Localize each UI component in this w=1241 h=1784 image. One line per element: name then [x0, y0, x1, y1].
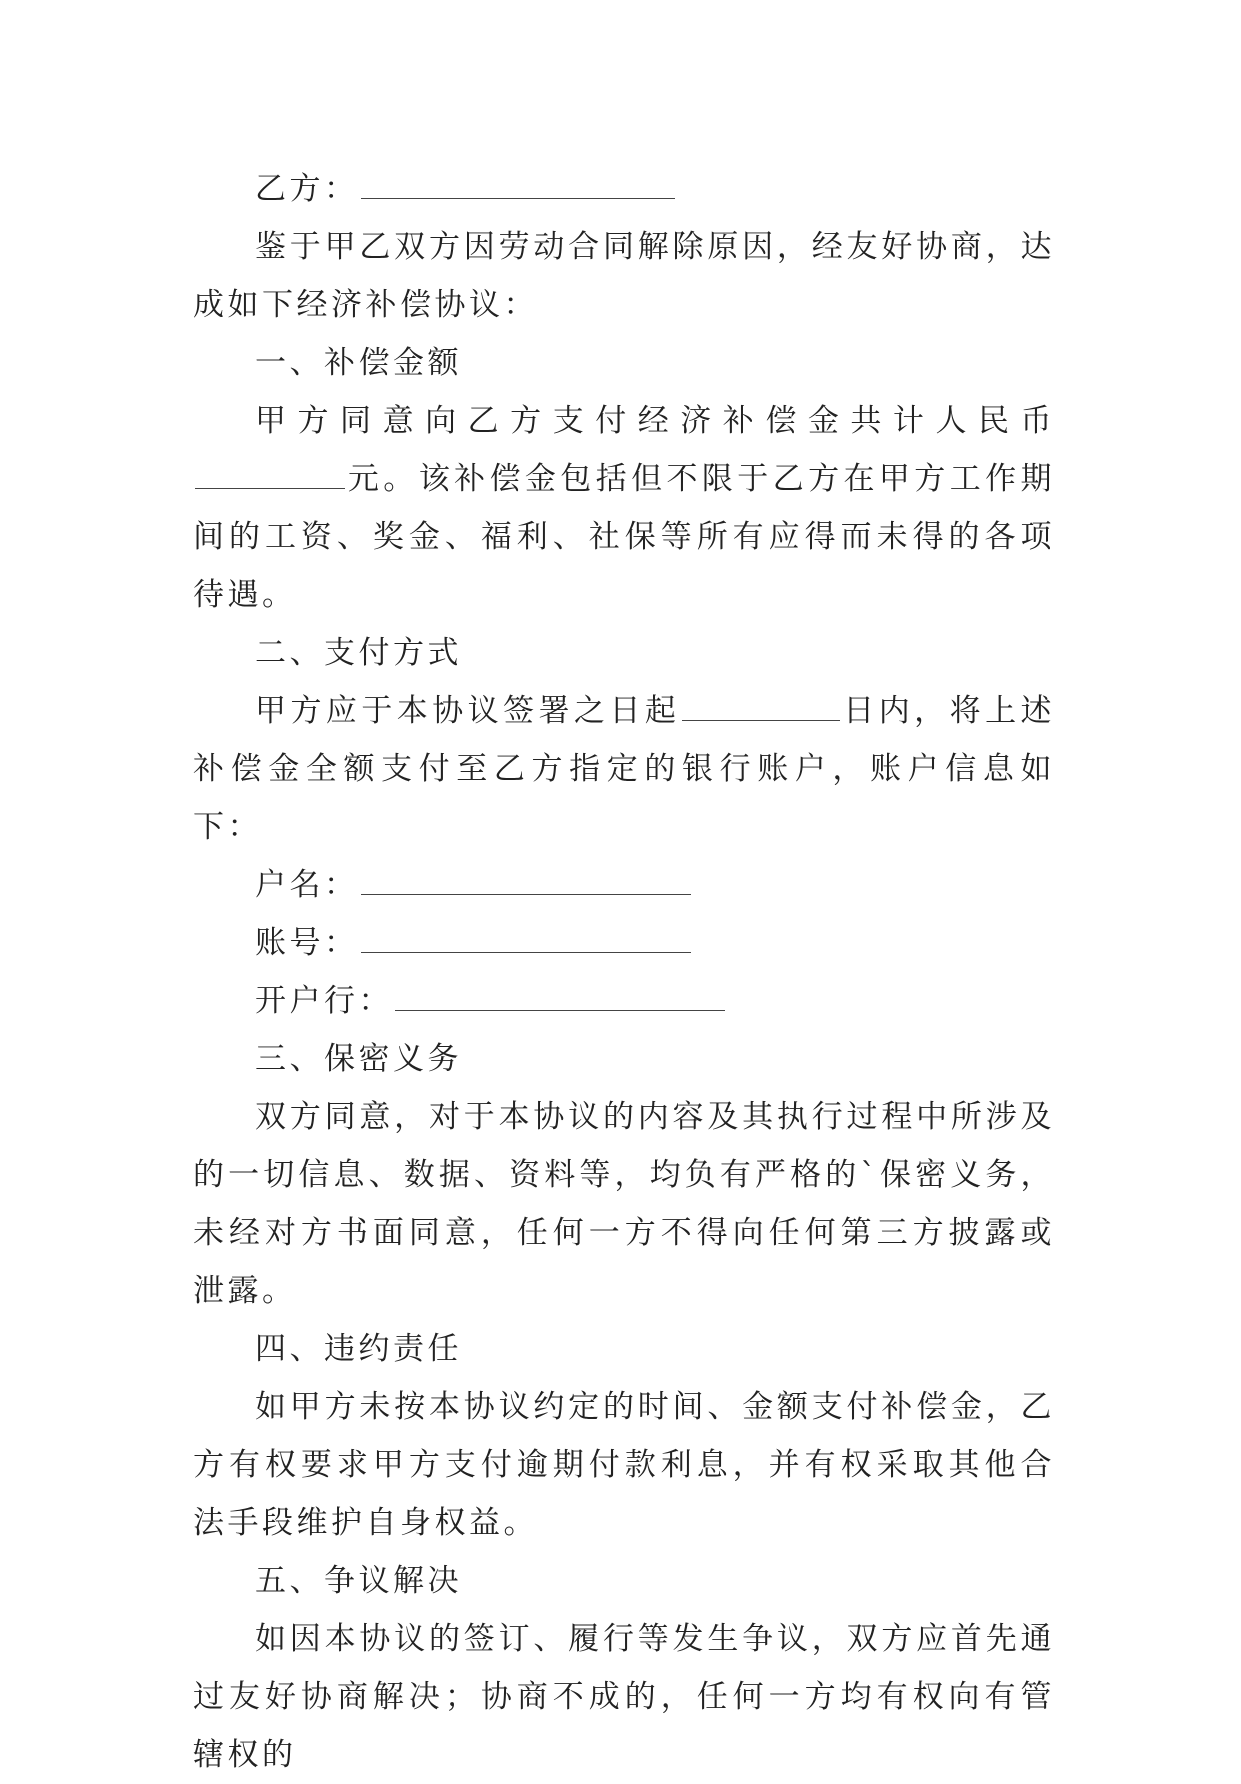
payment-text-after: 日内，将上述补偿金全额支付至乙方指定的银行账户，账户信息如下：	[193, 693, 1056, 845]
section-heading-payment: 二、支付方式	[255, 635, 462, 671]
intro-paragraph: 鉴于甲乙双方因劳动合同解除原因，经友好协商，达成如下经济补偿协议：	[193, 229, 1055, 323]
bank-line	[193, 972, 1055, 1030]
compensation-text-before: 甲方同意向乙方支付经济补偿金共计人民币	[255, 403, 1055, 439]
party-b-line	[193, 160, 1055, 218]
payment-text-before: 甲方应于本协议签署之日起	[255, 693, 681, 729]
days-blank[interactable]	[682, 686, 840, 721]
section-heading-compensation: 一、补偿金额	[255, 345, 462, 381]
amount-blank[interactable]	[195, 454, 345, 489]
account-name-label: 户名：	[255, 867, 359, 903]
account-number-blank[interactable]	[361, 918, 691, 953]
compensation-text-after: 元。该补偿金包括但不限于乙方在甲方工作期间的工资、奖金、福利、社保等所有应得而未得的各项待遇。	[193, 461, 1055, 613]
account-number-line	[193, 914, 1055, 972]
section-heading-confidentiality: 三、保密义务	[255, 1041, 462, 1077]
account-name-line	[193, 856, 1055, 914]
bank-label: 开户行：	[255, 983, 393, 1019]
account-name-blank[interactable]	[361, 860, 691, 895]
party-b-label: 乙方：	[255, 171, 359, 207]
party-b-blank[interactable]	[361, 164, 675, 199]
dispute-paragraph: 如因本协议的签订、履行等发生争议，双方应首先通过友好协商解决；协商不成的，任何一方均有权向有管辖权的	[193, 1621, 1055, 1773]
section-heading-liability: 四、违约责任	[255, 1331, 462, 1367]
confidentiality-paragraph: 双方同意，对于本协议的内容及其执行过程中所涉及的一切信息、数据、资料等，均负有严格的`保密义务，未经对方书面同意，任何一方不得向任何第三方披露或泄露。	[193, 1099, 1055, 1309]
section-heading-dispute: 五、争议解决	[255, 1563, 462, 1599]
account-number-label: 账号：	[255, 925, 359, 961]
liability-paragraph: 如甲方未按本协议约定的时间、金额支付补偿金，乙方有权要求甲方支付逾期付款利息，并有权采取其他合法手段维护自身权益。	[193, 1389, 1055, 1541]
bank-blank[interactable]	[395, 976, 725, 1011]
payment-paragraph	[193, 682, 1055, 856]
compensation-paragraph	[193, 392, 1055, 624]
agreement-body	[193, 160, 1055, 1784]
